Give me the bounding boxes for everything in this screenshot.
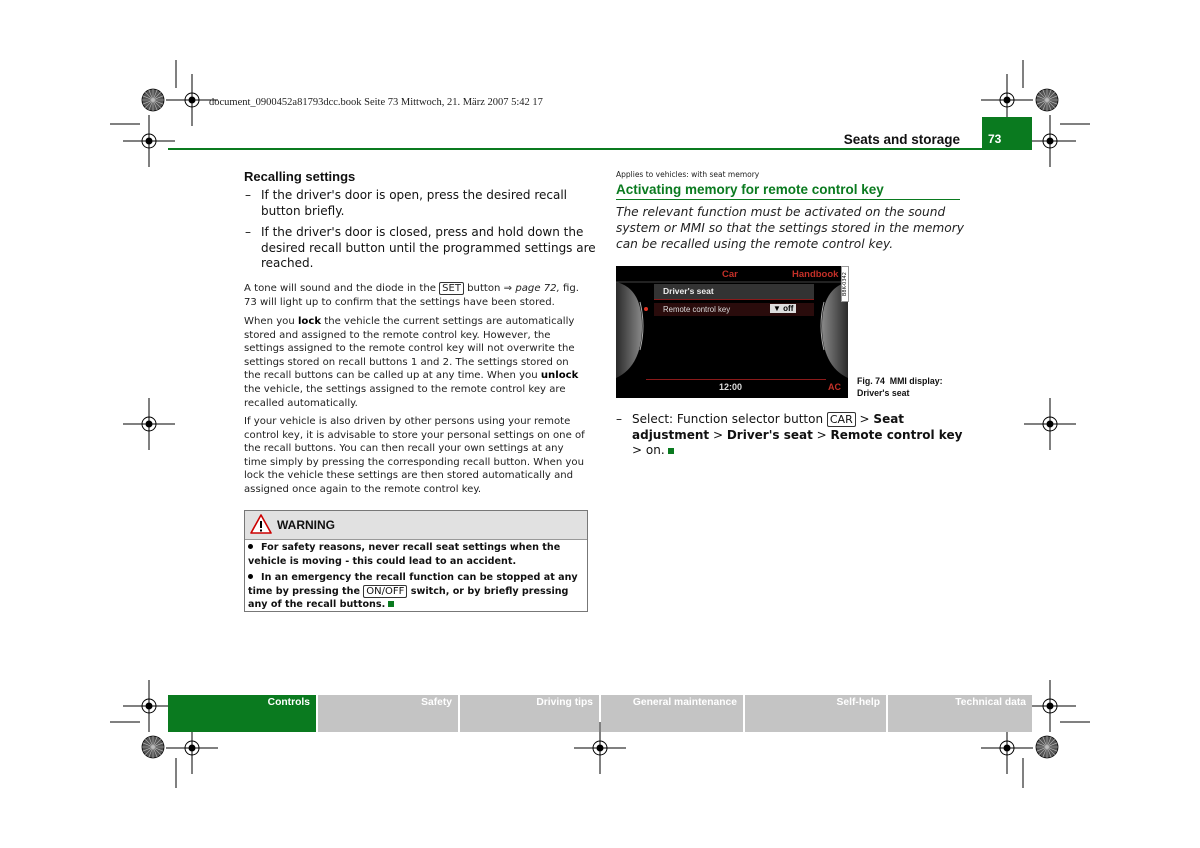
mmi-clock: 12:00: [719, 382, 743, 392]
mmi-menu-title: Driver's seat: [663, 286, 714, 296]
tab-general-maintenance[interactable]: General maintenance: [601, 695, 743, 732]
warning-box: [244, 510, 588, 612]
instruction-step: – Select: Function selector button CAR > Seat adjustment > Driver's seat > Remote control key > on.: [616, 412, 963, 457]
mmi-handbook-label: Handbook: [792, 269, 839, 280]
paragraph-tone: A tone will sound and the diode in the SET button ⇒ page 72, fig. 73 will light up to confirm that the settings have been stored.: [244, 283, 579, 308]
warning-header: [245, 511, 587, 540]
paragraph-other-drivers: If your vehicle is also driven by other persons using your remote control key, it is advisable to store your personal settings on one of the recall buttons. You can then recall your own settings at any time simply by pressing the corresponding recall button. When you lock the vehicle these settings are then stored automatically and assigned once again to the remote control key.: [244, 416, 585, 495]
car-key-label: CAR: [827, 412, 856, 427]
header-rule: [168, 148, 1032, 150]
mmi-display-figure: [616, 266, 848, 398]
paragraph-lock: When you lock the vehicle the current settings are automatically stored and assigned to the remote control key. However, the settings assigned to the remote control key will not overwrite the settings stored on recall buttons 1 and 2. The settings stored on the recall buttons can be called up at any time. When you unlock the vehicle, the settings assigned to the remote control key are recalled automatically.: [244, 316, 579, 409]
dash-marker: –: [245, 225, 251, 239]
figure-ref-code: B8K-0342: [841, 266, 849, 302]
file-header: document_0900452a81793dcc.book Seite 73 Mittwoch, 21. März 2007 5:42 17: [209, 97, 543, 108]
bullet-icon: [248, 544, 253, 549]
page-number: 73: [982, 117, 1032, 149]
tab-self-help[interactable]: Self-help: [745, 695, 886, 732]
tab-technical-data[interactable]: Technical data: [888, 695, 1032, 732]
mmi-row-value: ▼ off: [770, 304, 796, 313]
tab-safety[interactable]: Safety: [318, 695, 458, 732]
recalling-settings-heading: Recalling settings: [244, 169, 356, 184]
set-key-label: SET: [439, 282, 464, 295]
applies-note: Applies to vehicles: with seat memory: [616, 170, 760, 179]
dash-marker: –: [616, 412, 622, 426]
mmi-ac-label: AC: [828, 382, 841, 392]
tab-controls[interactable]: Controls: [168, 695, 316, 732]
chapter-tabs: [168, 695, 1032, 732]
dash-marker: –: [245, 188, 251, 202]
warning-title: WARNING: [277, 518, 335, 532]
list-item: – If the driver's door is closed, press and hold down the desired recall button until the programmed settings are reached.: [245, 225, 596, 270]
warning-item: For safety reasons, never recall seat settings when the vehicle is moving - this could lead to an accident.: [248, 542, 561, 567]
tab-driving-tips[interactable]: Driving tips: [460, 695, 599, 732]
mmi-car-label: Car: [722, 269, 738, 280]
end-marker-icon: [388, 601, 394, 607]
mmi-selection-dot-icon: [644, 307, 648, 311]
on-off-key-label: ON/OFF: [363, 585, 407, 598]
list-item: – If the driver's door is open, press the desired recall button briefly.: [245, 188, 568, 218]
bullet-icon: [248, 574, 253, 579]
section-heading: Activating memory for remote control key: [616, 182, 884, 197]
mmi-bottom-rule: [646, 379, 826, 380]
section-title: Seats and storage: [843, 132, 960, 147]
end-marker-icon: [668, 448, 674, 454]
figure-caption: Fig. 74 MMI display: Driver's seat: [857, 376, 943, 398]
intro-text: The relevant function must be activated on the sound system or MMI so that the settings stored in the memory can be recalled using the remote control key.: [616, 205, 964, 251]
warning-triangle-icon: [250, 514, 272, 534]
page-reference-link[interactable]: page 72,: [515, 283, 560, 294]
mmi-row-label: Remote control key: [663, 305, 731, 314]
warning-item: In an emergency the recall function can be stopped at any time by pressing the ON/OFF switch, or by briefly pressing any of the recall buttons.: [248, 572, 578, 611]
heading-rule: [616, 199, 960, 200]
